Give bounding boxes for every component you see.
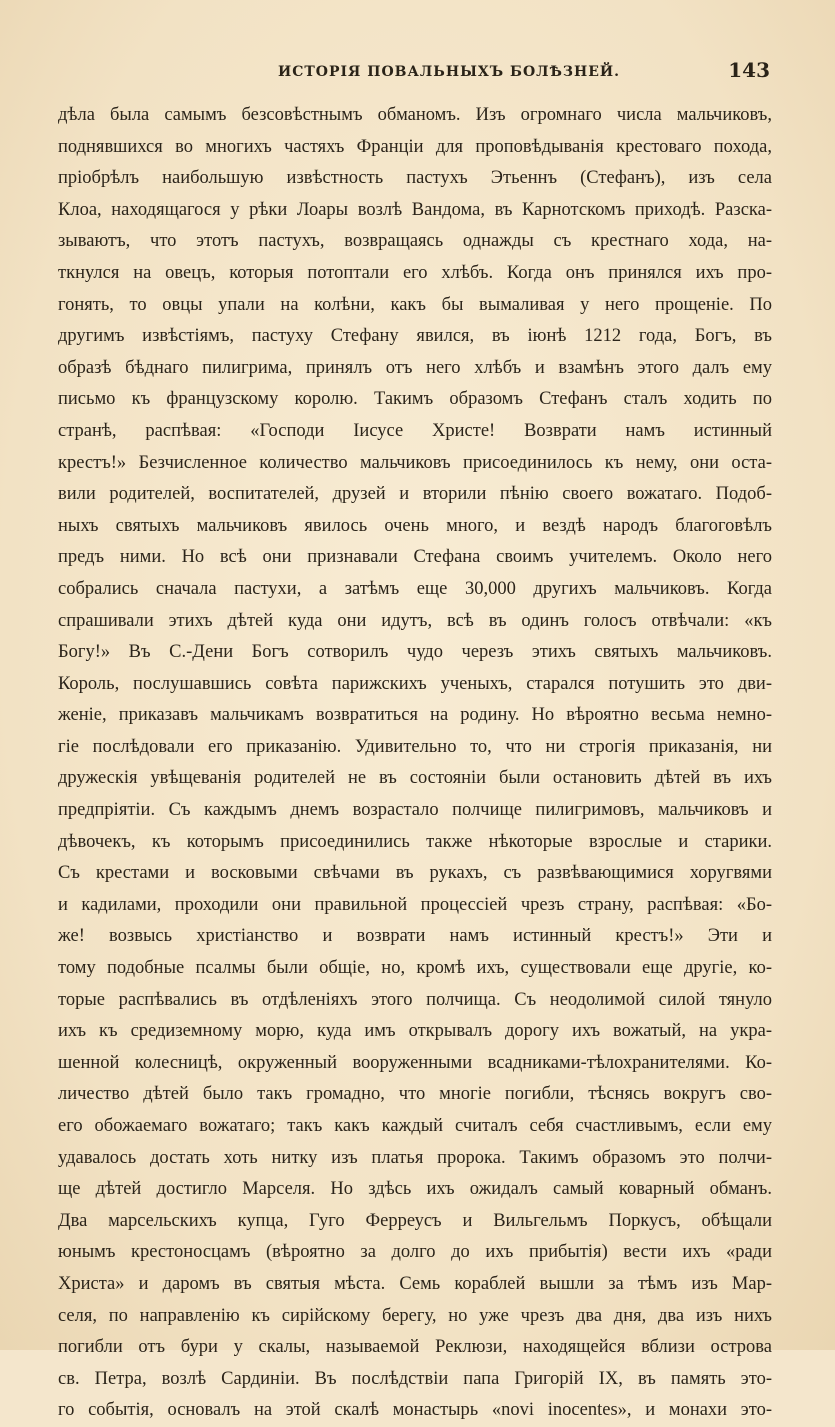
text-line: ще дѣтей достигло Марселя. Но здѣсь ихъ ожидалъ самый коварный обманъ. [58,1179,772,1200]
text-line: св. Петра, возлѣ Сардиніи. Въ послѣдствіи папа Григорій IX, въ память это- [58,1368,772,1389]
text-line: странѣ, распѣвая: «Господи Іисусе Христе! Возврати намъ истинный [58,420,772,441]
text-line: образѣ бѣднаго пилигрима, принялъ отъ него хлѣбъ и взамѣнъ этого далъ ему [58,357,772,378]
text-line: его обожаемаго вожатаго; такъ какъ каждый считалъ себя счастливымъ, если ему [58,1116,772,1136]
page-number: 143 [728,58,770,82]
text-line: шенной колесницѣ, окруженный вооруженными всадниками-тѣлохранителями. Ко- [58,1052,772,1073]
text-line: пріобрѣлъ наибольшую извѣстность пастухъ Этьеннъ (Стефанъ), изъ села [58,168,772,189]
text-line: вили родителей, воспитателей, друзей и вторили пѣнію своего вожатаго. Подоб- [58,484,772,505]
page-header [58,58,770,88]
body-text [58,100,772,1427]
text-line: ихъ къ средиземному морю, куда имъ открывалъ дорогу ихъ вожатый, на укра- [58,1021,772,1042]
text-line: Съ крестами и восковыми свѣчами въ рукахъ, съ развѣвающимися хоругвями [58,863,772,884]
text-line: спрашивали этихъ дѣтей куда они идутъ, всѣ въ одинъ голосъ отвѣчали: «къ [58,610,772,631]
text-line: гонять, то овцы упали на колѣни, какъ бы вымаливая у него прощеніе. По [58,294,772,315]
text-line: Король, послушавшись совѣта парижскихъ ученыхъ, старался потушить это дви- [58,673,772,694]
text-line: ныхъ святыхъ мальчиковъ явилось очень много, и вездѣ народъ благоговѣлъ [58,515,772,536]
text-line: крестъ!» Безчисленное количество мальчиковъ присоединилось къ нему, они оста- [58,452,772,473]
text-line: женіе, приказавъ мальчикамъ возвратиться на родину. Но вѣроятно весьма немно- [58,705,772,726]
text-line: селя, по направленію къ сирійскому берегу, но уже чрезъ два дня, два изъ нихъ [58,1305,772,1326]
text-line: предъ ними. Но всѣ они признавали Стефана своимъ учителемъ. Около него [58,547,772,568]
running-title: ИСТОРІЯ ПОВАЛЬНЫХЪ БОЛѢЗНЕЙ. [277,64,620,80]
text-line: дѣвочекъ, къ которымъ присоединились также нѣкоторые взрослые и старики. [58,831,772,852]
text-line: собрались сначала пастухи, а затѣмъ еще 30,000 другихъ мальчиковъ. Когда [58,578,772,599]
text-line: дѣла была самымъ безсовѣстнымъ обманомъ. Изъ огромнаго числа мальчиковъ, [58,105,772,125]
text-line: и кадилами, проходили они правильной процессіей чрезъ страну, распѣвая: «Бо- [58,894,772,915]
text-line: тому подобные псалмы были общіе, но, кромѣ ихъ, существовали еще другіе, ко- [58,958,772,979]
text-line: го событія, основалъ на этой скалѣ монастырь «novi inocentes», и монахи это- [58,1400,772,1421]
text-line: торые распѣвались въ отдѣленіяхъ этого полчища. Съ неодолимой силой тянуло [58,989,772,1010]
text-line: Богу!» Въ С.-Дени Богъ сотворилъ чудо черезъ этихъ святыхъ мальчиковъ. [58,642,772,663]
text-line: Два марсельскихъ купца, Гуго Ферреусъ и Вильгельмъ Поркусъ, обѣщали [58,1210,772,1231]
text-line: Клоа, находящагося у рѣки Лоары возлѣ Вандома, въ Карнотскомъ приходѣ. Разска- [58,199,772,220]
text-line: поднявшихся во многихъ частяхъ Франціи для проповѣдыванія крестоваго похода, [58,136,772,157]
text-line: ткнулся на овецъ, которыя потоптали его хлѣбъ. Когда онъ принялся ихъ про- [58,262,772,283]
text-line: дружескія увѣщеванія родителей не въ состояніи были остановить дѣтей въ ихъ [58,768,772,789]
text-line: письмо къ французскому королю. Такимъ образомъ Стефанъ сталъ ходить по [58,389,772,410]
text-line: погибли отъ бури у скалы, называемой Реклюзи, находящейся вблизи острова [58,1337,772,1358]
text-line: гіе послѣдовали его приказанію. Удивительно то, что ни строгія приказанія, ни [58,736,772,757]
text-line: юнымъ крестоносцамъ (вѣроятно за долго до ихъ прибытія) вести ихъ «ради [58,1242,772,1263]
text-line: предпріятіи. Съ каждымъ днемъ возрастало полчище пилигримовъ, мальчиковъ и [58,800,772,821]
text-line: личество дѣтей было такъ громадно, что многіе погибли, тѣснясь вокругъ сво- [58,1084,772,1105]
text-line: же! возвысь христіанство и возврати намъ истинный крестъ!» Эти и [58,926,772,947]
text-line: зываютъ, что этотъ пастухъ, возвращаясь однажды съ крестнаго хода, на- [58,231,772,252]
text-line: Христа» и даромъ въ святыя мѣста. Семь кораблей вышли за тѣмъ изъ Мар- [58,1273,772,1294]
text-line: удавалось достать хоть нитку изъ платья пророка. Такимъ образомъ это полчи- [58,1147,772,1168]
text-line: другимъ извѣстіямъ, пастуху Стефану явился, въ іюнѣ 1212 года, Богъ, въ [58,326,772,347]
